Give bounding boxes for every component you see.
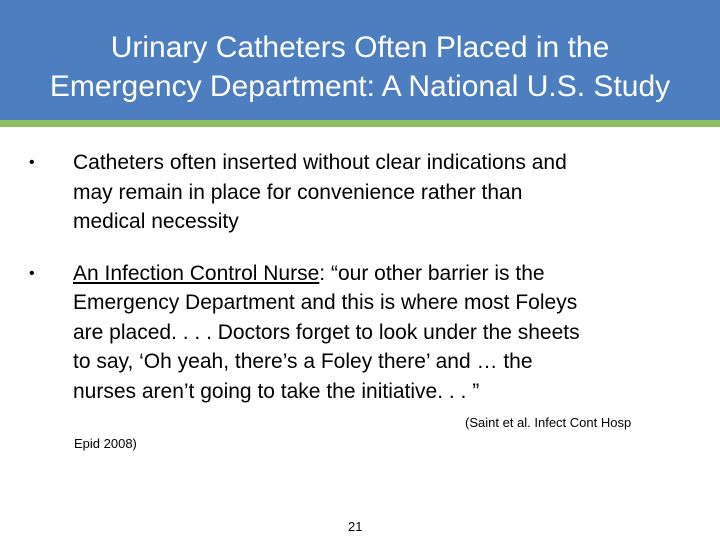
quote-opening: : “our other barrier is the	[319, 261, 545, 285]
bullet-item-indications	[28, 148, 688, 237]
page-number: 21	[348, 519, 363, 534]
citation-part-2: Epid 2008)	[74, 436, 137, 451]
bullet-item-nurse-quote	[28, 259, 688, 407]
bullet-text-line: nurses aren’t going to take the initiative. . . ”	[73, 379, 480, 403]
bullet-text-line: may remain in place for convenience rather than	[73, 180, 523, 204]
bullet-list	[28, 148, 688, 406]
slide-title	[0, 28, 720, 106]
bullet-text-line: Catheters often inserted without clear indications and	[73, 151, 567, 174]
quote-speaker: An Infection Control Nurse	[73, 261, 320, 285]
bullet-marker: •	[29, 154, 35, 171]
bullet-marker: •	[29, 264, 35, 282]
citation-part-1: (Saint et al. Infect Cont Hosp	[465, 415, 632, 430]
bullet-text-line	[73, 259, 688, 289]
slide-title-line-1: Urinary Catheters Often Placed in the	[110, 31, 610, 64]
bullet-text-line: Emergency Department and this is where most Foleys	[73, 291, 578, 314]
bullet-text-line: to say, ‘Oh yeah, there’s a Foley there’ and … the	[73, 350, 533, 373]
bullet-text-line: are placed. . . . Doctors forget to look under the sheets	[73, 320, 580, 344]
title-bar	[0, 0, 720, 127]
slide-title-line-2: Emergency Department: A National U.S. Study	[49, 70, 671, 103]
bullet-text-line: medical necessity	[73, 210, 239, 233]
